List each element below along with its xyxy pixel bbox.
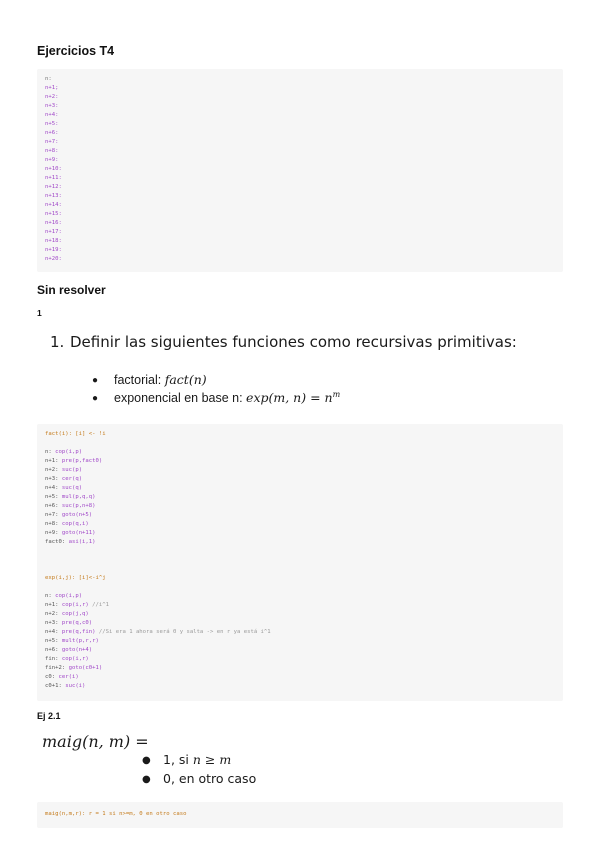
- code-instruction: mult(p,r,r): [58, 638, 99, 644]
- code-line: [45, 466, 555, 475]
- code-label: n+7:: [45, 512, 59, 518]
- code-line: [45, 628, 555, 637]
- code-line: [45, 448, 555, 457]
- math-exp: exp(m, n) = n: [246, 390, 333, 406]
- code-line: n+8:: [45, 148, 59, 154]
- code-line: maig(n,m,r): r = 1 si n>=m, 0 en otro caso: [45, 811, 187, 817]
- code-label: n:: [45, 449, 52, 455]
- code-line: n+18:: [45, 238, 62, 244]
- section-sin-resolver: Sin resolver: [37, 283, 106, 297]
- code-label: n+2:: [45, 611, 59, 617]
- code-line: n+12:: [45, 184, 62, 190]
- code-line: [45, 637, 555, 646]
- blank-line: [45, 439, 555, 448]
- code-line: [45, 511, 555, 520]
- code-line: [45, 664, 555, 673]
- math-fact: fact(n): [164, 372, 207, 387]
- code-instruction: goto(n+4): [58, 647, 93, 653]
- math-exp-power: m: [332, 390, 341, 399]
- code-label: n+6:: [45, 647, 59, 653]
- code-line: n+5:: [45, 121, 59, 127]
- code-instruction: goto(n+5): [58, 512, 93, 518]
- code-label: n+4:: [45, 485, 59, 491]
- code-block-maig: [37, 802, 563, 828]
- code-line: [45, 502, 555, 511]
- code-label: n+1:: [45, 602, 59, 608]
- code-line: [45, 673, 555, 682]
- section-1-heading: 1: [37, 308, 42, 318]
- code-label: n+9:: [45, 530, 59, 536]
- code-line: n+14:: [45, 202, 62, 208]
- code-label: fact0:: [45, 539, 66, 545]
- code-line: [45, 529, 555, 538]
- page-title: Ejercicios T4: [37, 44, 115, 58]
- maig-definition-title: maig(n, m) =: [42, 732, 149, 751]
- code-line: n+3:: [45, 103, 59, 109]
- blank-line: [45, 565, 555, 574]
- code-line: n+19:: [45, 247, 62, 253]
- maig-case-2: ● 0, en otro caso: [142, 771, 257, 786]
- code-label: n:: [45, 593, 52, 599]
- code-line: [45, 493, 555, 502]
- code-line: [45, 655, 555, 664]
- code-line: n+13:: [45, 193, 62, 199]
- code-label: n+3:: [45, 476, 59, 482]
- exercise-statement-image: [50, 333, 517, 351]
- code-instruction: cer(i): [55, 674, 79, 680]
- code-line: [45, 457, 555, 466]
- code-label: n+1:: [45, 458, 59, 464]
- code-line: n+2:: [45, 94, 59, 100]
- code-header: exp(i,j): [i]<-i^j: [45, 575, 106, 581]
- code-instruction: asi(i,1): [65, 539, 96, 545]
- code-instruction: pre(q,c0): [58, 620, 93, 626]
- bullet-icon: ●: [92, 375, 99, 386]
- code-instruction: cer(q): [58, 476, 83, 482]
- code-label: fin+2:: [45, 665, 66, 671]
- code-line: n+10:: [45, 166, 62, 172]
- code-instruction: mul(p,q,q): [58, 494, 96, 500]
- section-ej-2-1: Ej 2.1: [37, 711, 61, 721]
- code-line: n+17:: [45, 229, 62, 235]
- code-line: n+16:: [45, 220, 62, 226]
- bullet-icon: ●: [142, 755, 151, 766]
- code-line: [45, 610, 555, 619]
- code-instruction: goto(n+11): [58, 530, 96, 536]
- code-line: n+1;: [45, 85, 59, 91]
- code-line: n+6:: [45, 130, 59, 136]
- maig-case-1: ● 1, si n ≥ m: [142, 752, 232, 767]
- code-comment: //Si era 1 ahora será 0 y salta -> en r ya está i^1: [95, 629, 271, 635]
- bullet-icon: ●: [142, 774, 151, 785]
- code-line: [45, 646, 555, 655]
- code-comment: //i^1: [88, 602, 110, 608]
- code-block-labels: [37, 69, 563, 272]
- code-header: fact(i): [i] <- !i: [45, 431, 106, 437]
- blank-line: [45, 547, 555, 556]
- code-line: n+20:: [45, 256, 62, 262]
- code-instruction: pre(q,fin): [58, 629, 96, 635]
- code-instruction: cop(i,r): [58, 602, 89, 608]
- code-line: [45, 520, 555, 529]
- blank-line: [45, 583, 555, 592]
- code-label: c0+1:: [45, 683, 62, 689]
- code-line: [45, 538, 555, 547]
- code-instruction: cop(i,p): [51, 593, 83, 599]
- bullet-icon: ●: [92, 393, 99, 405]
- code-line: n+11:: [45, 175, 62, 181]
- code-instruction: suc(p,n+8): [58, 503, 96, 509]
- code-label: n+5:: [45, 494, 59, 500]
- code-instruction: cop(i,p): [51, 449, 83, 455]
- code-label: c0:: [45, 674, 56, 680]
- code-instruction: suc(p): [58, 467, 83, 473]
- code-line: [45, 475, 555, 484]
- code-label: n+8:: [45, 521, 59, 527]
- blank-line: [45, 556, 555, 565]
- code-instruction: suc(q): [58, 485, 83, 491]
- code-instruction: cop(q,i): [58, 521, 89, 527]
- code-line: [45, 682, 555, 691]
- code-instruction: cop(j,q): [58, 611, 89, 617]
- code-line: n:: [45, 76, 52, 82]
- code-line: [45, 619, 555, 628]
- code-line: n+7:: [45, 139, 59, 145]
- code-instruction: pre(p,fact0): [58, 458, 103, 464]
- exercise-number: 1.: [50, 333, 65, 351]
- code-line: n+9:: [45, 157, 59, 163]
- code-label: n+4:: [45, 629, 59, 635]
- code-label: fin:: [45, 656, 59, 662]
- code-line: [45, 592, 555, 601]
- code-line: [45, 601, 555, 610]
- code-line: n+15:: [45, 211, 62, 217]
- code-block-fact-exp: [37, 424, 563, 701]
- code-line: [45, 484, 555, 493]
- exercise-statement: Definir las siguientes funciones como recursivas primitivas:: [70, 333, 517, 351]
- code-instruction: goto(c0+1): [65, 665, 103, 671]
- code-label: n+5:: [45, 638, 59, 644]
- bullet-factorial: ● factorial: fact(n): [92, 372, 207, 387]
- code-label: n+3:: [45, 620, 59, 626]
- code-instruction: cop(i,r): [58, 656, 89, 662]
- code-label: n+2:: [45, 467, 59, 473]
- code-instruction: suc(i): [61, 683, 86, 689]
- code-line: n+4:: [45, 112, 59, 118]
- code-label: n+6:: [45, 503, 59, 509]
- bullet-exponencial: ● exponencial en base n: exp(m, $n) = n^m$: [92, 390, 341, 406]
